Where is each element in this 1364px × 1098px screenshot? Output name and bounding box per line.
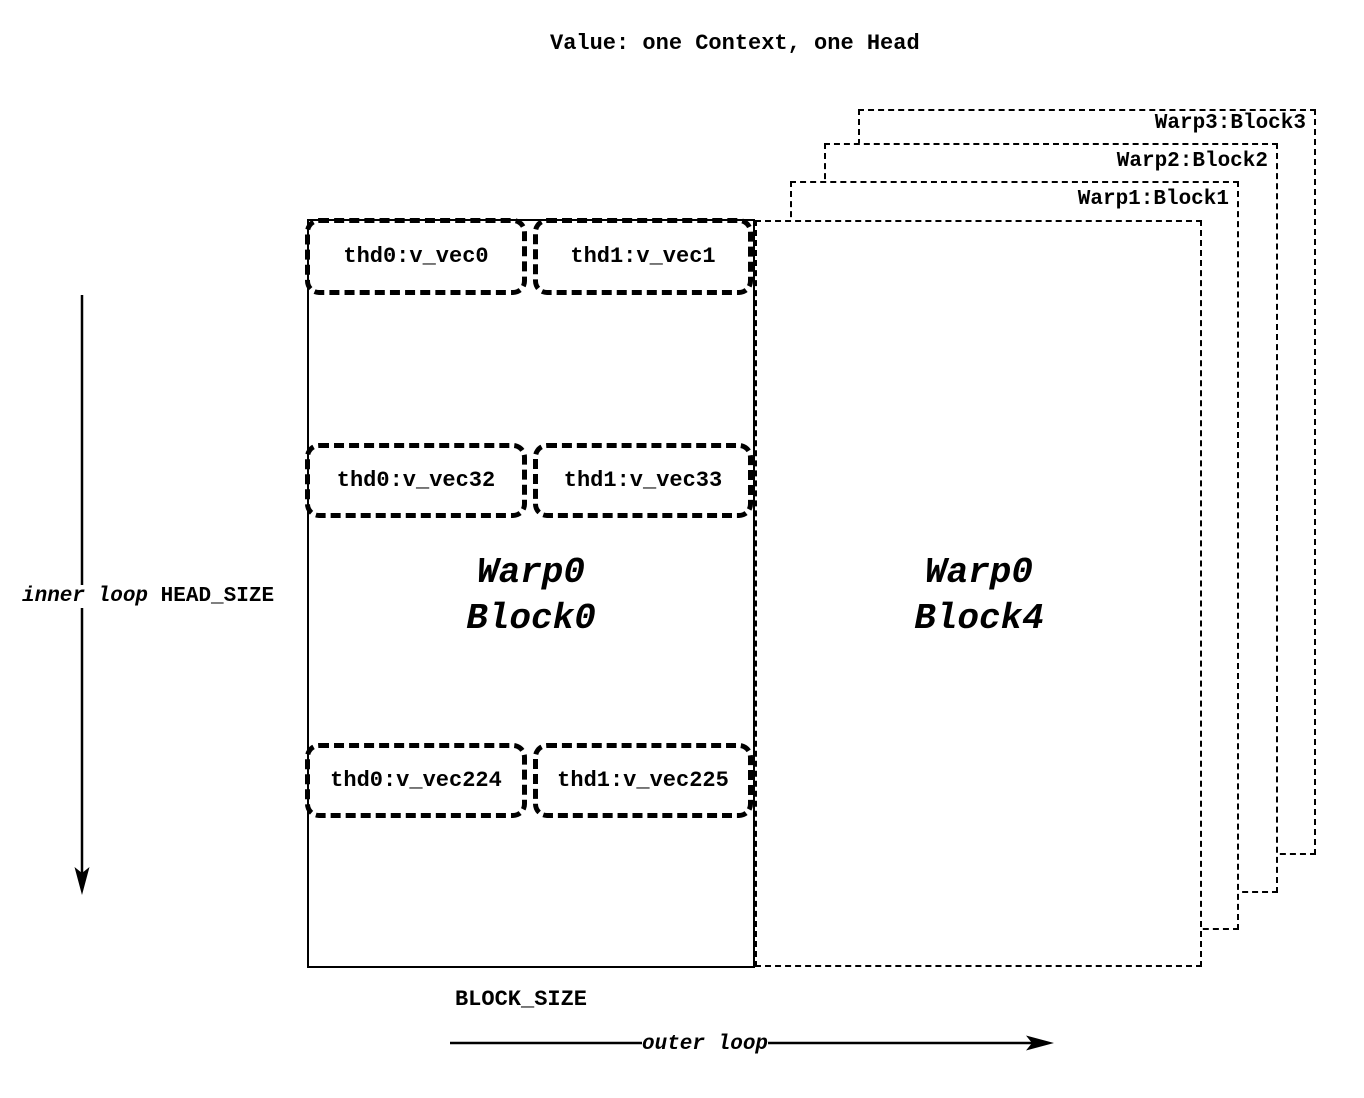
vector-label: thd1:v_vec225 <box>557 768 729 793</box>
warp0-block0-label <box>466 550 596 642</box>
block-size-label: BLOCK_SIZE <box>454 987 588 1012</box>
diagram-title: Value: one Context, one Head <box>550 31 920 56</box>
warp0-block4-block: Block4 <box>914 598 1044 639</box>
vector-label: thd0:v_vec32 <box>336 468 496 493</box>
vector-box-thd0-v_vec0 <box>305 218 527 295</box>
outer-loop-label: outer loop <box>642 1033 769 1056</box>
inner-loop-label <box>22 585 274 608</box>
vector-label: thd0:v_vec0 <box>343 244 489 269</box>
warp0-block0-warp: Warp0 <box>476 552 586 593</box>
warp0-block0-block: Block0 <box>466 598 596 639</box>
vector-box-thd1-v_vec33 <box>533 443 753 518</box>
vector-box-thd0-v_vec32 <box>305 443 527 518</box>
warp0-block4-warp: Warp0 <box>924 552 1034 593</box>
block-warp3-label: Warp3:Block3 <box>1154 112 1306 135</box>
vector-box-thd1-v_vec225 <box>533 743 753 818</box>
vector-label: thd1:v_vec33 <box>563 468 723 493</box>
inner-loop-text: inner loop <box>22 585 149 608</box>
warp0-block4-label <box>914 550 1044 642</box>
vector-label: thd1:v_vec1 <box>570 244 716 269</box>
block-warp2-label: Warp2:Block2 <box>1116 150 1268 173</box>
vector-box-thd1-v_vec1 <box>533 218 753 295</box>
vector-label: thd0:v_vec224 <box>330 768 502 793</box>
block-warp1-label: Warp1:Block1 <box>1077 188 1229 211</box>
head-size-text: HEAD_SIZE <box>160 585 275 608</box>
vector-box-thd0-v_vec224 <box>305 743 527 818</box>
